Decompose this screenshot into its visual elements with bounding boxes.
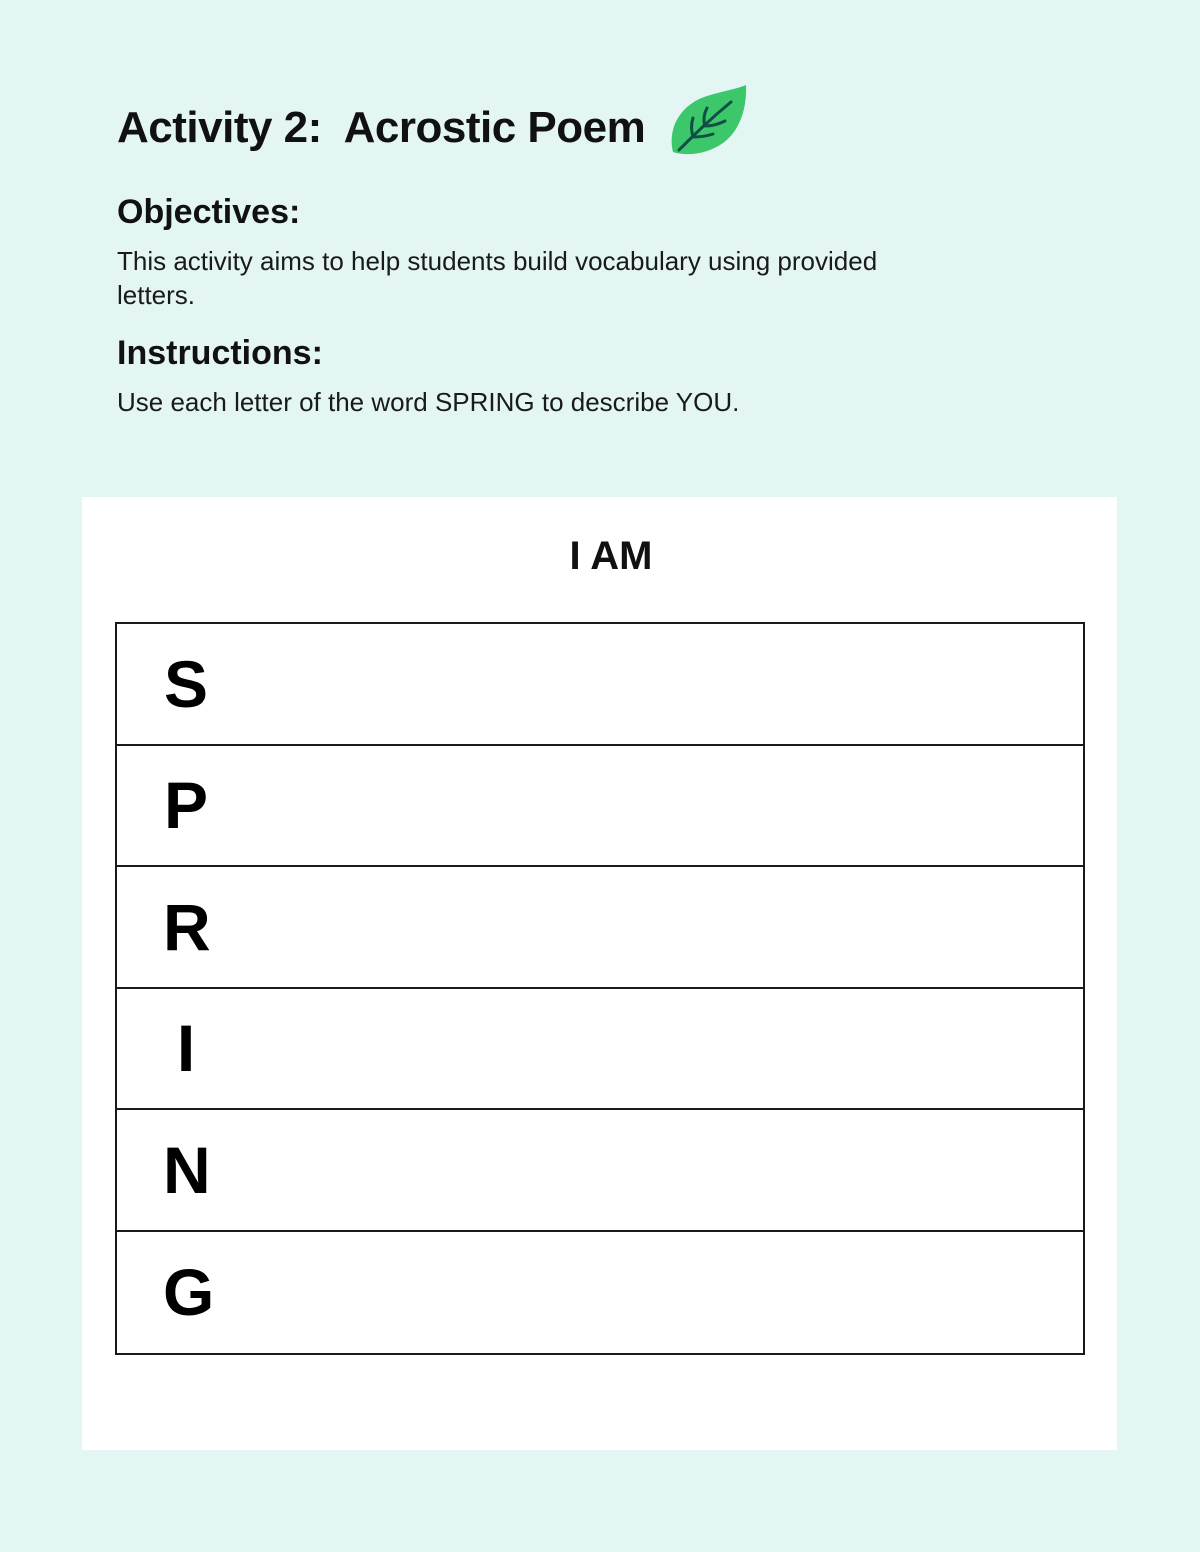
poem-row-r [117,867,1083,989]
poem-row-i [117,989,1083,1111]
page-title: Activity 2: Acrostic Poem [117,103,646,152]
poem-row-g [117,1232,1083,1354]
poem-letter: I [176,1011,196,1086]
poem-letter: S [163,646,209,721]
instructions-text: Use each letter of the word SPRING to describe YOU. [117,387,740,417]
poem-letter: P [163,768,209,843]
poem-row-n [117,1110,1083,1232]
objectives-heading: Objectives: [117,193,301,231]
title-row [117,98,747,158]
poem-row-s [117,624,1083,746]
acrostic-table [115,622,1085,1355]
poem-answer-field[interactable] [237,1130,1063,1210]
leaf-icon [667,84,747,158]
poem-letter: N [163,1132,211,1207]
poem-title: I AM [569,534,653,578]
poem-row-p [117,746,1083,868]
poem-answer-field[interactable] [237,1009,1063,1089]
poem-answer-field[interactable] [237,766,1063,846]
poem-answer-field[interactable] [237,644,1063,724]
poem-letter: G [163,1255,215,1330]
poem-answer-field[interactable] [237,887,1063,967]
objectives-text: This activity aims to help students build vocabulary using provided letters. [117,246,878,310]
instructions-heading: Instructions: [117,334,323,372]
poem-answer-field[interactable] [237,1252,1063,1334]
poem-letter: R [163,889,211,964]
